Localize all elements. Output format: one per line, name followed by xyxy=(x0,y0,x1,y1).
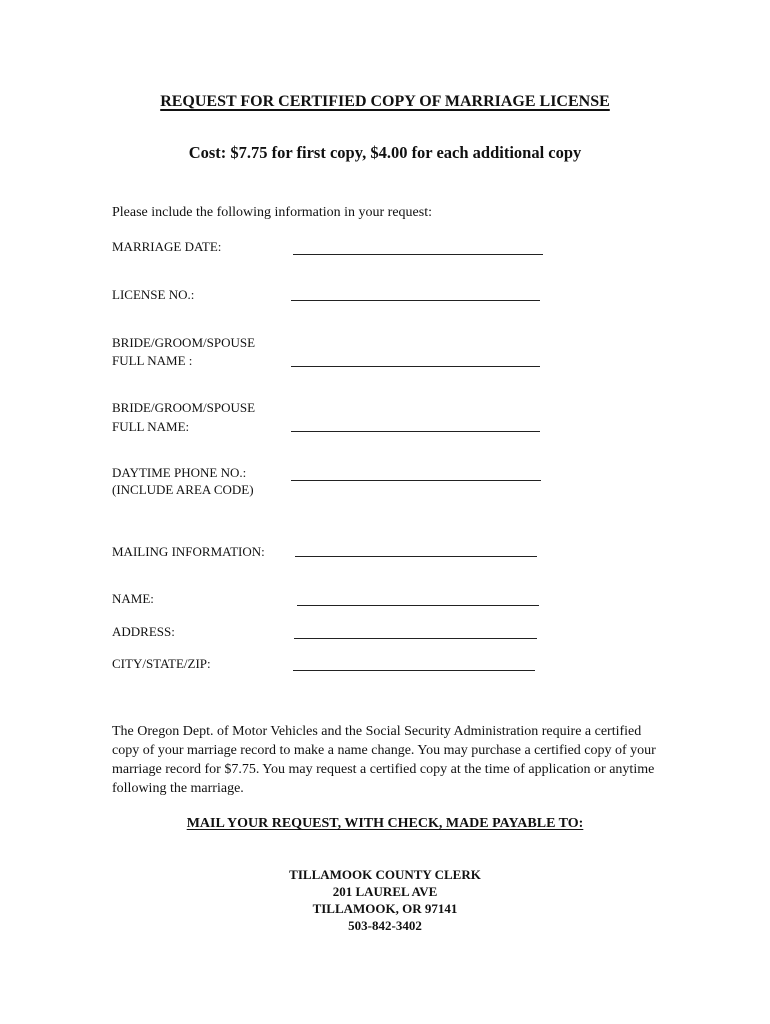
form-title: REQUEST FOR CERTIFIED COPY OF MARRIAGE LICENSE xyxy=(160,93,610,110)
spouse1-label-line1: BRIDE/GROOM/SPOUSE xyxy=(112,335,256,350)
mail-heading: MAIL YOUR REQUEST, WITH CHECK, MADE PAYABLE TO: xyxy=(186,816,584,831)
cost-line: Cost: $7.75 for first copy, $4.00 for each additional copy xyxy=(188,143,582,162)
license-no-label: LICENSE NO.: xyxy=(112,287,195,302)
spouse1-name-field[interactable] xyxy=(291,366,540,367)
city-state-zip-field[interactable] xyxy=(293,670,535,671)
intro-text: Please include the following information in your request: xyxy=(112,205,432,220)
mailing-info-field[interactable] xyxy=(295,556,537,557)
payee-street: 201 LAUREL AVE xyxy=(332,884,438,899)
payee-name: TILLAMOOK COUNTY CLERK xyxy=(289,867,481,882)
marriage-date-label: MARRIAGE DATE: xyxy=(112,239,222,254)
address-label: ADDRESS: xyxy=(112,624,175,639)
spouse2-label-line2: FULL NAME: xyxy=(112,419,190,434)
phone-label-line2: (INCLUDE AREA CODE) xyxy=(112,482,254,497)
spouse2-name-field[interactable] xyxy=(291,431,540,432)
payee-city: TILLAMOOK, OR 97141 xyxy=(312,901,458,916)
payee-phone: 503-842-3402 xyxy=(348,918,422,933)
phone-field[interactable] xyxy=(291,480,541,481)
info-paragraph: The Oregon Dept. of Motor Vehicles and the Social Security Administration require a certified copy of your marriage record to make a name change. You may purchase a certified copy of your marriage record for $7.75. You may request a certified copy at the time of application or anytime following the marriage. xyxy=(112,724,656,796)
mailing-info-label: MAILING INFORMATION: xyxy=(112,544,265,559)
name-field[interactable] xyxy=(297,605,539,606)
spouse2-label-line1: BRIDE/GROOM/SPOUSE xyxy=(112,400,256,415)
city-state-zip-label: CITY/STATE/ZIP: xyxy=(112,656,211,671)
payee-address-block xyxy=(0,866,770,934)
name-label: NAME: xyxy=(112,591,154,606)
spouse1-label-line2: FULL NAME : xyxy=(112,353,193,368)
address-field[interactable] xyxy=(294,638,537,639)
license-no-field[interactable] xyxy=(291,300,540,301)
phone-label-line1: DAYTIME PHONE NO.: xyxy=(112,465,247,480)
marriage-date-field[interactable] xyxy=(293,254,543,255)
